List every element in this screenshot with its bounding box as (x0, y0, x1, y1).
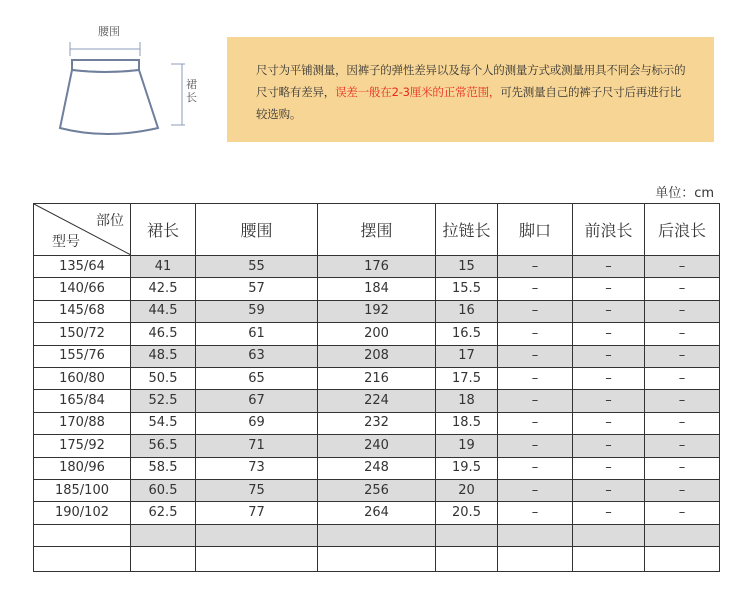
value-cell: 42.5 (131, 278, 196, 300)
value-cell: 55 (196, 256, 318, 278)
value-cell: – (573, 435, 645, 457)
value-cell: – (573, 390, 645, 412)
value-cell: 256 (318, 479, 436, 501)
column-header: 裙长 (131, 204, 196, 256)
value-cell: – (498, 457, 573, 479)
table-row (34, 390, 720, 412)
value-cell: – (573, 300, 645, 322)
value-cell: 216 (318, 367, 436, 389)
unit-label: 单位：cm (655, 186, 714, 201)
value-cell: – (573, 367, 645, 389)
table-row (34, 502, 720, 524)
value-cell: 57 (196, 278, 318, 300)
measurement-note (227, 37, 714, 142)
table-row (34, 323, 720, 345)
size-cell: 170/88 (34, 412, 131, 434)
value-cell: 18.5 (436, 412, 498, 434)
value-cell: 17 (436, 345, 498, 367)
value-cell: 54.5 (131, 412, 196, 434)
value-cell: – (498, 300, 573, 322)
value-cell: 232 (318, 412, 436, 434)
value-cell: 75 (196, 479, 318, 501)
size-table (33, 203, 720, 572)
value-cell: 67 (196, 390, 318, 412)
size-cell: 165/84 (34, 390, 131, 412)
value-cell: – (645, 412, 720, 434)
value-cell: 50.5 (131, 367, 196, 389)
value-cell: 19 (436, 435, 498, 457)
size-cell: 155/76 (34, 345, 131, 367)
empty-cell (318, 524, 436, 546)
empty-cell (131, 524, 196, 546)
table-row (34, 435, 720, 457)
value-cell: – (498, 390, 573, 412)
value-cell: 248 (318, 457, 436, 479)
empty-cell (34, 524, 131, 546)
value-cell: – (498, 367, 573, 389)
value-cell: – (573, 256, 645, 278)
value-cell: 48.5 (131, 345, 196, 367)
value-cell: 176 (318, 256, 436, 278)
value-cell: 69 (196, 412, 318, 434)
value-cell: – (645, 300, 720, 322)
value-cell: 208 (318, 345, 436, 367)
corner-top-label: 部位 (96, 213, 124, 229)
table-row (34, 345, 720, 367)
empty-cell (436, 547, 498, 572)
empty-cell (436, 524, 498, 546)
value-cell: 18 (436, 390, 498, 412)
empty-cell (573, 547, 645, 572)
value-cell: 61 (196, 323, 318, 345)
value-cell: 62.5 (131, 502, 196, 524)
value-cell: – (573, 278, 645, 300)
column-header: 前浪长 (573, 204, 645, 256)
column-header: 摆围 (318, 204, 436, 256)
value-cell: 264 (318, 502, 436, 524)
value-cell: – (498, 479, 573, 501)
value-cell: 192 (318, 300, 436, 322)
empty-cell (318, 547, 436, 572)
empty-cell (498, 547, 573, 572)
empty-cell (196, 547, 318, 572)
empty-cell (131, 547, 196, 572)
column-header: 腰围 (196, 204, 318, 256)
column-header: 脚口 (498, 204, 573, 256)
size-cell: 145/68 (34, 300, 131, 322)
value-cell: – (573, 457, 645, 479)
empty-cell (573, 524, 645, 546)
value-cell: 16 (436, 300, 498, 322)
value-cell: 71 (196, 435, 318, 457)
value-cell: – (645, 457, 720, 479)
value-cell: 58.5 (131, 457, 196, 479)
note-highlight: 误差一般在2-3厘米的正常范围， (335, 85, 501, 99)
value-cell: – (645, 435, 720, 457)
value-cell: 19.5 (436, 457, 498, 479)
empty-row (34, 524, 720, 546)
table-row (34, 278, 720, 300)
empty-row (34, 547, 720, 572)
value-cell: 240 (318, 435, 436, 457)
value-cell: 20.5 (436, 502, 498, 524)
empty-cell (196, 524, 318, 546)
value-cell: – (573, 345, 645, 367)
value-cell: – (645, 278, 720, 300)
note-text: 尺寸为平铺测量，因裤子的弹性差异以及每个人的测量方式或测量用具不同会与标示的尺寸略有差异， (256, 63, 686, 99)
value-cell: 46.5 (131, 323, 196, 345)
corner-bottom-label: 型号 (52, 234, 80, 250)
value-cell: 73 (196, 457, 318, 479)
value-cell: 41 (131, 256, 196, 278)
value-cell: – (498, 412, 573, 434)
column-header: 拉链长 (436, 204, 498, 256)
value-cell: – (573, 502, 645, 524)
value-cell: – (498, 256, 573, 278)
note-text-end: 可先测量自己的裤子尺寸后再进行比较选购。 (256, 85, 682, 121)
corner-header (34, 204, 131, 256)
size-cell: 160/80 (34, 367, 131, 389)
waist-label: 腰围 (93, 25, 125, 38)
value-cell: – (645, 502, 720, 524)
table-row (34, 300, 720, 322)
table-row (34, 367, 720, 389)
empty-cell (645, 524, 720, 546)
table-body (34, 256, 720, 572)
value-cell: – (573, 479, 645, 501)
empty-cell (34, 547, 131, 572)
column-header: 后浪长 (645, 204, 720, 256)
value-cell: – (498, 435, 573, 457)
size-cell: 185/100 (34, 479, 131, 501)
value-cell: – (645, 390, 720, 412)
value-cell: 56.5 (131, 435, 196, 457)
empty-cell (498, 524, 573, 546)
value-cell: – (645, 256, 720, 278)
value-cell: 59 (196, 300, 318, 322)
skirt-diagram (40, 18, 220, 146)
table-row (34, 479, 720, 501)
value-cell: 52.5 (131, 390, 196, 412)
value-cell: 77 (196, 502, 318, 524)
table-header-row (34, 204, 720, 256)
size-cell: 190/102 (34, 502, 131, 524)
value-cell: 184 (318, 278, 436, 300)
table-row (34, 412, 720, 434)
size-cell: 175/92 (34, 435, 131, 457)
value-cell: – (645, 323, 720, 345)
value-cell: 60.5 (131, 479, 196, 501)
table-row (34, 256, 720, 278)
value-cell: – (645, 345, 720, 367)
value-cell: – (498, 278, 573, 300)
value-cell: 16.5 (436, 323, 498, 345)
value-cell: 17.5 (436, 367, 498, 389)
value-cell: 224 (318, 390, 436, 412)
value-cell: – (498, 345, 573, 367)
size-cell: 140/66 (34, 278, 131, 300)
size-cell: 180/96 (34, 457, 131, 479)
value-cell: – (573, 323, 645, 345)
value-cell: – (498, 502, 573, 524)
value-cell: 44.5 (131, 300, 196, 322)
value-cell: 63 (196, 345, 318, 367)
empty-cell (645, 547, 720, 572)
size-cell: 150/72 (34, 323, 131, 345)
size-cell: 135/64 (34, 256, 131, 278)
value-cell: 200 (318, 323, 436, 345)
value-cell: – (573, 412, 645, 434)
value-cell: 65 (196, 367, 318, 389)
value-cell: 15.5 (436, 278, 498, 300)
value-cell: 15 (436, 256, 498, 278)
table-row (34, 457, 720, 479)
skirt-length-label: 裙长 (186, 78, 197, 104)
value-cell: – (645, 367, 720, 389)
value-cell: – (498, 323, 573, 345)
value-cell: 20 (436, 479, 498, 501)
value-cell: – (645, 479, 720, 501)
